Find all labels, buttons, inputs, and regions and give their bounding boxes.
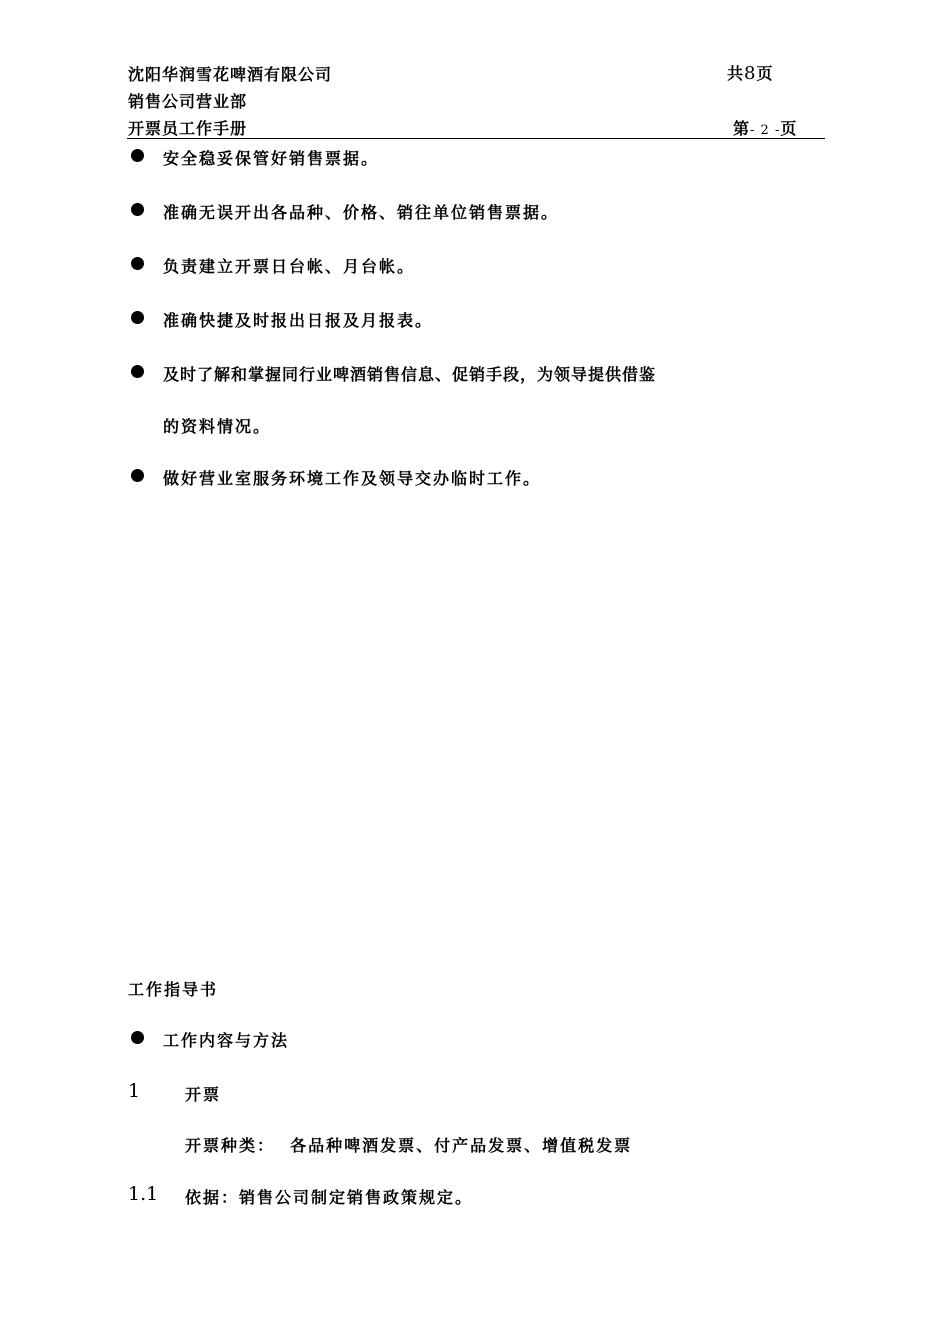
department-name: 销售公司营业部 bbox=[128, 92, 248, 111]
duty-item-6: 做好营业室服务环境工作及领导交办临时工作。 bbox=[163, 469, 542, 488]
manual-title: 开票员工作手册 bbox=[128, 119, 248, 138]
invoice-types: 开票种类： 各品种啤酒发票、付产品发票、增值税发票 bbox=[185, 1136, 633, 1155]
duty-item-5: 及时了解和掌握同行业啤酒销售信息、促销手段，为领导提供借鉴 bbox=[163, 365, 657, 384]
bullet-icon bbox=[131, 311, 144, 324]
bullet-icon bbox=[131, 149, 144, 162]
company-name: 沈阳华润雪花啤酒有限公司 bbox=[128, 65, 333, 84]
section-1-title: 开票 bbox=[185, 1085, 222, 1104]
guide-title: 工作指导书 bbox=[128, 980, 219, 999]
total-pages-suffix: 页 bbox=[756, 64, 774, 83]
page-number-prefix: 第 bbox=[733, 119, 751, 138]
bullet-icon bbox=[131, 203, 144, 216]
total-pages bbox=[727, 61, 773, 84]
duty-item-2: 准确无误开出各品种、价格、销往单位销售票据。 bbox=[163, 203, 560, 222]
section-1-number: 1 bbox=[128, 1080, 141, 1102]
page-number-value: - 2 - bbox=[750, 123, 781, 138]
bullet-icon bbox=[131, 1031, 144, 1044]
bullet-icon bbox=[131, 365, 144, 378]
page-number bbox=[733, 116, 797, 139]
header-divider bbox=[127, 138, 825, 139]
page-number-suffix: 页 bbox=[780, 119, 798, 138]
bullet-icon bbox=[131, 469, 144, 482]
bullet-icon bbox=[131, 257, 144, 270]
total-pages-number: 8 bbox=[744, 63, 757, 84]
total-pages-prefix: 共 bbox=[727, 64, 745, 83]
section-1-1-number: 1.1 bbox=[128, 1183, 159, 1205]
guide-bullet-item: 工作内容与方法 bbox=[163, 1031, 290, 1050]
duty-item-5-continued: 的资料情况。 bbox=[163, 417, 272, 436]
duty-item-1: 安全稳妥保管好销售票据。 bbox=[163, 149, 380, 168]
duty-item-3: 负责建立开票日台帐、月台帐。 bbox=[163, 257, 416, 276]
duty-item-4: 准确快捷及时报出日报及月报表。 bbox=[163, 311, 434, 330]
section-1-1-text: 依据：销售公司制定销售政策规定。 bbox=[185, 1188, 474, 1207]
